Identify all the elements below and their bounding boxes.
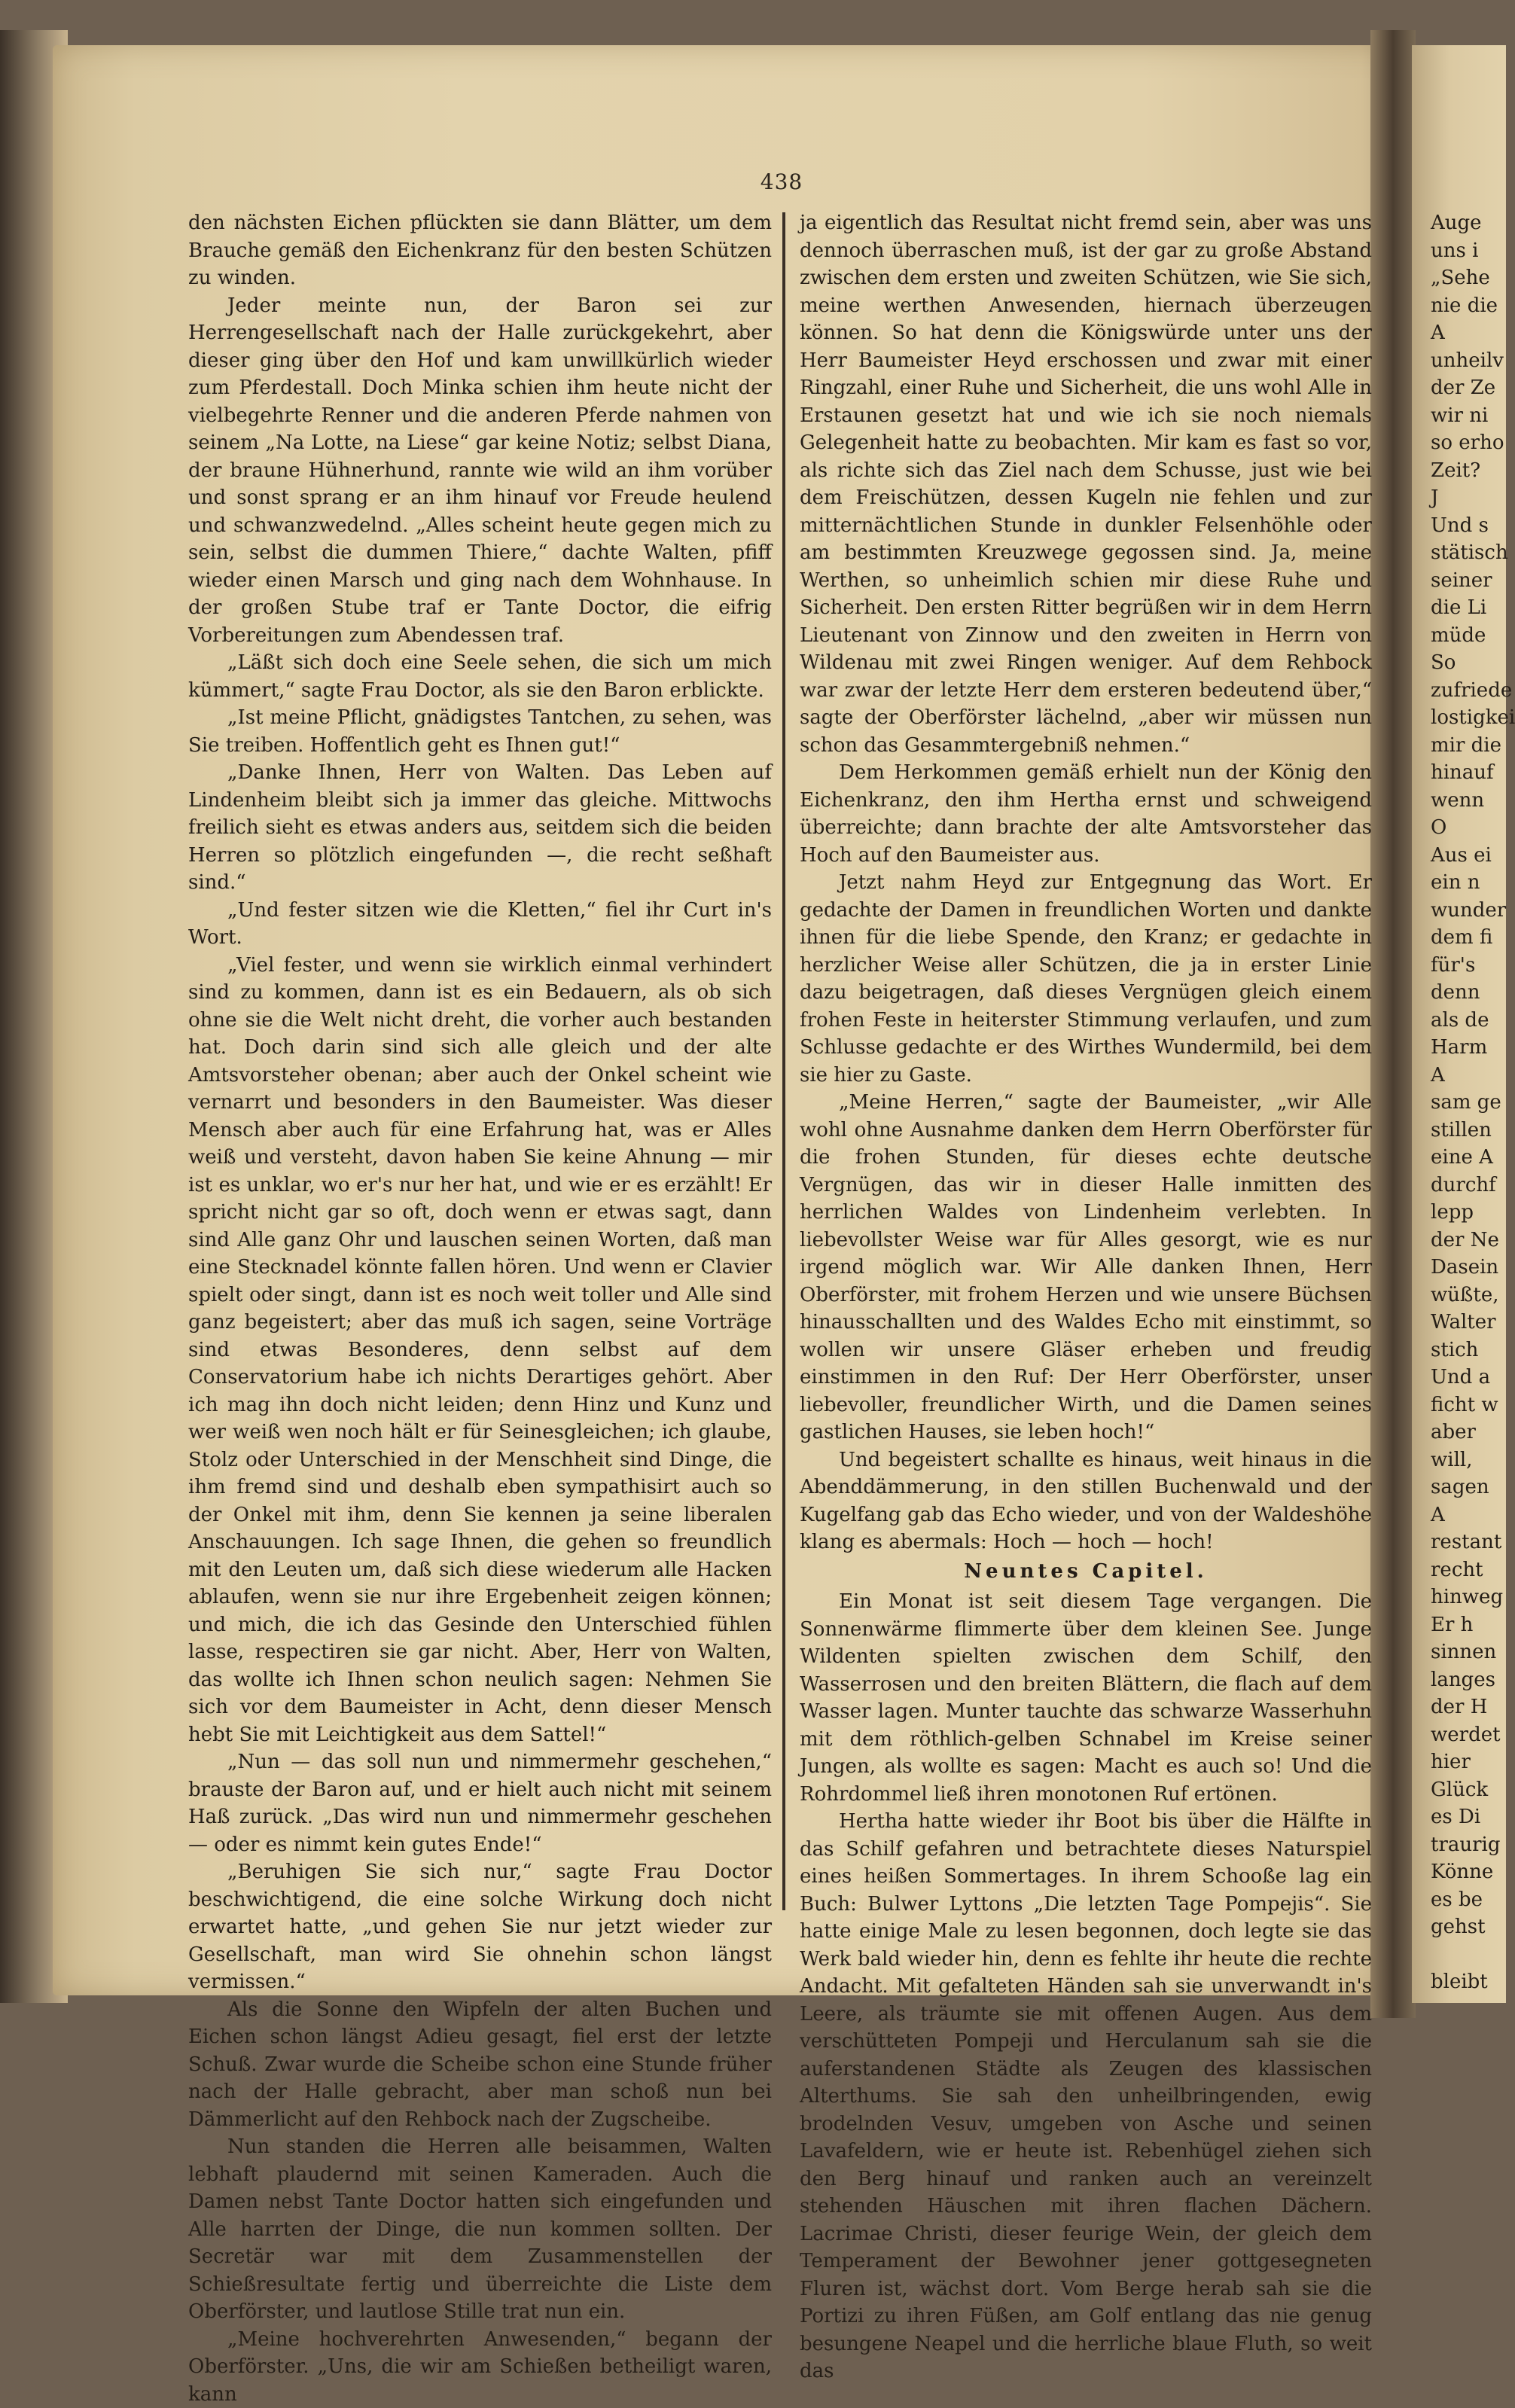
paragraph: „Viel fester, und wenn sie wirklich einmal verhindert sind zu kommen, dann ist es ein Bedauern, als ob sich ohne sie die Welt nicht dreht, die vorher auch bestanden hat. Doch darin sind sich alle gleich und der alte Amtsvorsteher obenan; aber auch der Onkel scheint wie vernarrt und besonders in den Baumeister. Was dieser Mensch aber auch für eine Erfahrung hat, was er Alles weiß und versteht, davon haben Sie keine Ahnung — mir ist es unklar, wo er's nur her hat, und wie er es erzählt! Er spricht nicht gar so oft, doch wenn er etwas sagt, dann sind Alle ganz Ohr und lauschen seinen Worten, daß man eine Stecknadel könnte fallen hören. Und wenn er Clavier spielt oder singt, dann ist es noch weit toller und Alle sind ganz begeistert; aber das muß ich sagen, seine Vorträge sind etwas Besonderes, denn selbst auf dem Conservatorium habe ich nichts Derartiges gehört. Aber ich mag ihn doch nicht leiden; denn Hinz und Kunz und wer weiß wen noch hält er für Seinesgleichen; ich glaube, Stolz oder Unterschied in der Menschheit sind Dinge, die ihm fremd sind und deshalb eben sympathisirt auch so der Onkel mit ihm, denn Sie kennen ja seine liberalen Anschauungen. Ich sage Ihnen, die gehen so freundlich mit den Leuten um, daß sich diese wiederum alle Hacken ablaufen, wenn sie nur ihre Ergebenheit zeigen können; und mich, die ich das Gesinde den Unterschied fühlen lasse, respectiren sie gar nicht. Aber, Herr von Walten, das wollte ich Ihnen schon neulich sagen: Nehmen Sie sich vor dem Baumeister in Acht, denn dieser Mensch hebt Sie mit Leichtigkeit aus dem Sattel!“ xyxy=(188,952,772,1749)
adjacent-page-fragment: hinweg xyxy=(1431,1583,1506,1611)
paragraph: Jeder meinte nun, der Baron sei zur Herrengesellschaft nach der Halle zurückgekehrt, aber dieser ging über den Hof und kam unwillkürlich wieder zum Pferdestall. Doch Minka schien ihm heute nicht der vielbegehrte Renner und die anderen Pferde nahmen von seinem „Na Lotte, na Liese“ gar keine Notiz; selbst Diana, der braune Hühnerhund, rannte wie wild an ihm vorüber und sonst sprang er an ihm hinauf vor Freude heulend und schwanzwedelnd. „Alles scheint heute gegen mich zu sein, selbst die dummen Thiere,“ dachte Walten, pfiff wieder einen Marsch und ging nach dem Wohnhause. In der großen Stube traf er Tante Doctor, die eifrig Vorbereitungen zum Abendessen traf. xyxy=(188,292,772,650)
adjacent-page-fragment: stillen xyxy=(1431,1117,1506,1145)
adjacent-page-fragment: nie die xyxy=(1431,292,1506,320)
adjacent-page-fragment: unheilv xyxy=(1431,347,1506,375)
adjacent-page-fragment: gehst xyxy=(1431,1913,1506,1941)
adjacent-page-fragment: Er h xyxy=(1431,1611,1506,1639)
adjacent-page-fragment: Und s xyxy=(1431,512,1506,540)
paragraph: „Ist meine Pflicht, gnädigstes Tantchen, zu sehen, was Sie treiben. Hoffentlich geht es Ihnen gut!“ xyxy=(188,704,772,759)
adjacent-page-fragment: lepp xyxy=(1431,1199,1506,1227)
adjacent-page-fragment: wunder xyxy=(1431,897,1506,925)
adjacent-page-fragment: „Sehe xyxy=(1431,264,1506,292)
column-divider xyxy=(782,212,785,1910)
adjacent-page-fragment: für's xyxy=(1431,952,1506,980)
adjacent-page-fragment: werdet xyxy=(1431,1721,1506,1749)
adjacent-page-fragment: müde xyxy=(1431,622,1506,650)
paragraph: „Nun — das soll nun und nimmermehr geschehen,“ brauste der Baron auf, und er hielt auch nicht mit seinem Haß zurück. „Das wird nun und nimmermehr geschehen — oder es nimmt kein gutes Ende!“ xyxy=(188,1748,772,1858)
adjacent-page-fragment: traurig xyxy=(1431,1831,1506,1859)
adjacent-page-fragment: restant xyxy=(1431,1529,1506,1556)
adjacent-page-fragment: O xyxy=(1431,814,1506,842)
adjacent-page-fragment: der H xyxy=(1431,1693,1506,1721)
adjacent-page-fragment: der Ne xyxy=(1431,1227,1506,1254)
adjacent-page-fragment: A xyxy=(1431,319,1506,347)
adjacent-page-fragment: hinauf xyxy=(1431,759,1506,787)
paragraph: „Meine hochverehrten Anwesenden,“ begann der Oberförster. „Uns, die wir am Schießen betheiligt waren, kann xyxy=(188,2326,772,2408)
adjacent-page-fragment: sam ge xyxy=(1431,1089,1506,1117)
adjacent-page-fragment: J xyxy=(1431,484,1506,512)
adjacent-page-fragment: A xyxy=(1431,1062,1506,1090)
adjacent-page-fragment: uns i xyxy=(1431,237,1506,265)
adjacent-page-fragment xyxy=(1431,1941,1506,1969)
adjacent-page-fragment: recht xyxy=(1431,1556,1506,1584)
adjacent-page-fragment: es be xyxy=(1431,1886,1506,1914)
adjacent-page-fragment: seiner xyxy=(1431,567,1506,595)
adjacent-page-fragment: durchf xyxy=(1431,1172,1506,1199)
paragraph: Und begeistert schallte es hinaus, weit hinaus in die Abenddämmerung, in den stillen Buchenwald und der Kugelfang gab das Echo wieder, und von der Waldeshöhe klang es abermals: Hoch — hoch — hoch! xyxy=(800,1446,1372,1556)
paragraph: „Meine Herren,“ sagte der Baumeister, „wir Alle wohl ohne Ausnahme danken dem Herrn Oberförster für die frohen Stunden, für dieses echte deutsche Vergnügen, das wir in dieser Halle inmitten des herrlichen Waldes von Lindenheim verlebten. In liebevollster Weise war für Alles gesorgt, wie es nur irgend möglich war. Wir Alle danken Ihnen, Herr Oberförster, mit frohem Herzen und wie unsere Büchsen hinausschallten und des Waldes Echo mit einstimmt, so wollen wir unsere Gläser erheben und freudig einstimmen in den Ruf: Der Herr Oberförster, unser liebevoller, freundlicher Wirth, und die Damen seines gastlichen Hauses, sie leben hoch!“ xyxy=(800,1089,1372,1446)
adjacent-page-fragment: hier xyxy=(1431,1748,1506,1776)
adjacent-page-fragment: ficht w xyxy=(1431,1391,1506,1419)
adjacent-page-fragment: bleibt xyxy=(1431,1968,1506,1996)
adjacent-page-fragment: Harm xyxy=(1431,1034,1506,1062)
adjacent-page-fragment: sagen xyxy=(1431,1474,1506,1501)
adjacent-page-fragments xyxy=(1431,209,1506,1996)
adjacent-page-fragment: wir ni xyxy=(1431,402,1506,430)
adjacent-page-fragment: Und a xyxy=(1431,1364,1506,1391)
adjacent-page-fragment: die Li xyxy=(1431,594,1506,622)
adjacent-page-fragment: langes xyxy=(1431,1666,1506,1694)
adjacent-page-fragment: wüßte, xyxy=(1431,1282,1506,1309)
adjacent-page-fragment: A xyxy=(1431,1501,1506,1529)
adjacent-page-fragment: lostigkei xyxy=(1431,704,1506,732)
adjacent-page-fragment: der Ze xyxy=(1431,374,1506,402)
adjacent-page-fragment: dem fi xyxy=(1431,924,1506,952)
adjacent-page-fragment: sinnen xyxy=(1431,1638,1506,1666)
adjacent-page-fragment: Dasein xyxy=(1431,1254,1506,1282)
paragraph: „Und fester sitzen wie die Kletten,“ fiel ihr Curt in's Wort. xyxy=(188,897,772,952)
adjacent-page-fragment: aber xyxy=(1431,1419,1506,1446)
adjacent-page-fragment: Aus ei xyxy=(1431,842,1506,870)
adjacent-page-fragment: Zeit? xyxy=(1431,457,1506,485)
paragraph: Ein Monat ist seit diesem Tage vergangen. Die Sonnenwärme flimmerte über dem kleinen See. Junge Wildenten spielten zwischen dem Schilf, den Wasserrosen und den breiten Blättern, die flach auf dem Wasser lagen. Munter tauchte das schwarze Wasserhuhn mit dem röthlich-gelben Schnabel im Kreise seiner Jungen, als wollte es sagen: Macht es auch so! Und die Rohrdommel ließ ihren monotonen Ruf ertönen. xyxy=(800,1588,1372,1808)
adjacent-page-fragment: So xyxy=(1431,649,1506,677)
adjacent-page-fragment: so erho xyxy=(1431,429,1506,457)
adjacent-page-fragment: stätisch xyxy=(1431,539,1506,567)
adjacent-page-fragment: Glück xyxy=(1431,1776,1506,1804)
adjacent-page-fragment: zufriede xyxy=(1431,677,1506,705)
paragraph: den nächsten Eichen pflückten sie dann Blätter, um dem Brauche gemäß den Eichenkranz für den besten Schützen zu winden. xyxy=(188,209,772,292)
chapter-heading: Neuntes Capitel. xyxy=(800,1558,1372,1586)
adjacent-page-fragment: mir die xyxy=(1431,732,1506,760)
page-number: 438 xyxy=(755,169,808,194)
adjacent-page-fragment: stich xyxy=(1431,1337,1506,1364)
adjacent-page-fragment: Könne xyxy=(1431,1858,1506,1886)
paragraph: Hertha hatte wieder ihr Boot bis über die Hälfte in das Schilf gefahren und betrachtete dieses Naturspiel eines heißen Sommertages. In ihrem Schooße lag ein Buch: Bulwer Lyttons „Die letzten Tage Pompejis“. Sie hatte einige Male zu lesen begonnen, doch legte sie das Werk bald wieder hin, denn es fehlte ihr heute die rechte Andacht. Mit gefalteten Händen sah sie unverwandt in's Leere, als träumte sie mit offenen Augen. Aus dem verschütteten Pompeji und Herculanum sah sie die auferstandenen Städte als Zeugen des klassischen Alterthums. Sie sah den unheilbringenden, ewig brodelnden Vesuv, umgeben von Asche und seinen Lavafeldern, wie er heute ist. Rebenhügel ziehen sich den Berg hinauf und ranken auch an vereinzelt stehenden Häuschen mit ihren flachen Dächern. Lacrimae Christi, dieser feurige Wein, der gleich dem Temperament der Bewohner jener gottgesegneten Fluren ist, wächst dort. Vom Berge herab sah sie die Portizi zu ihren Füßen, am Golf entlang das nie genug besungene Neapel und die herrliche blaue Fluth, so weit das xyxy=(800,1808,1372,2385)
adjacent-page-fragment: Auge xyxy=(1431,209,1506,237)
adjacent-page-fragment: eine A xyxy=(1431,1144,1506,1172)
paragraph: ja eigentlich das Resultat nicht fremd sein, aber was uns dennoch überraschen muß, ist der gar zu große Abstand zwischen dem ersten und zweiten Schützen, wie Sie sich, meine werthen Anwesenden, hiernach überzeugen können. So hat denn die Königswürde unter uns der Herr Baumeister Heyd erschossen und zwar mit einer Ringzahl, einer Ruhe und Sicherheit, die uns wohl Alle in Erstaunen gesetzt hat und wie ich sie noch niemals Gelegenheit hatte zu beobachten. Mir kam es fast so vor, als richte sich das Ziel nach dem Schusse, just wie bei dem Freischützen, dessen Kugeln nie fehlen und zur mitternächtlichen Stunde in dunkler Felsenhöhle oder am bestimmten Kreuzwege gegossen sind. Ja, meine Werthen, so unheimlich schien mir diese Ruhe und Sicherheit. Den ersten Ritter begrüßen wir in dem Herrn Lieutenant von Zinnow und den zweiten in Herrn von Wildenau mit zwei Ringen weniger. Auf dem Rehbock war zwar der letzte Herr dem ersteren bedeutend über,“ sagte der Oberförster lächelnd, „aber wir müssen nun schon das Gesammtergebniß nehmen.“ xyxy=(800,209,1372,759)
left-text-column xyxy=(188,209,772,2408)
adjacent-page-fragment: ein n xyxy=(1431,869,1506,897)
adjacent-page-fragment: wenn xyxy=(1431,787,1506,815)
paragraph: „Beruhigen Sie sich nur,“ sagte Frau Doctor beschwichtigend, die eine solche Wirkung doch nicht erwartet hatte, „und gehen Sie nur jetzt wieder zur Gesellschaft, man wird Sie ohnehin schon längst vermissen.“ xyxy=(188,1858,772,1996)
paragraph: „Läßt sich doch eine Seele sehen, die sich um mich kümmert,“ sagte Frau Doctor, als sie den Baron erblickte. xyxy=(188,649,772,704)
adjacent-page-fragment: denn xyxy=(1431,979,1506,1007)
paragraph: Nun standen die Herren alle beisammen, Walten lebhaft plaudernd mit seinen Kameraden. Auch die Damen nebst Tante Doctor hatten sich eingefunden und Alle harrten der Dinge, die nun kommen sollten. Der Secretär war mit dem Zusammenstellen der Schießresultate fertig und überreichte die Liste dem Oberförster, und lautlose Stille trat nun ein. xyxy=(188,2133,772,2326)
paragraph: „Danke Ihnen, Herr von Walten. Das Leben auf Lindenheim bleibt sich ja immer das gleiche. Mittwochs freilich sieht es etwas anders aus, seitdem sich die beiden Herren so plötzlich eingefunden —, die recht seßhaft sind.“ xyxy=(188,759,772,897)
book-gutter xyxy=(1370,30,1416,2018)
adjacent-page-fragment: will, xyxy=(1431,1446,1506,1474)
adjacent-page-fragment: als de xyxy=(1431,1007,1506,1035)
right-text-column xyxy=(800,209,1372,2385)
adjacent-page-fragment: es Di xyxy=(1431,1803,1506,1831)
paragraph: Jetzt nahm Heyd zur Entgegnung das Wort. Er gedachte der Damen in freundlichen Worten und dankte ihnen für die liebe Spende, den Kranz; er gedachte in herzlicher Weise aller Schützen, die ja in erster Linie dazu beigetragen, daß dieses Vergnügen gleich einem frohen Feste in heiterster Stimmung verlaufen, und zum Schlusse gedachte er des Wirthes Wundermild, bei dem sie hier zu Gaste. xyxy=(800,869,1372,1089)
adjacent-page-fragment: Walter xyxy=(1431,1309,1506,1337)
paragraph: Dem Herkommen gemäß erhielt nun der König den Eichenkranz, den ihm Hertha ernst und schweigend überreichte; dann brachte der alte Amtsvorsteher das Hoch auf den Baumeister aus. xyxy=(800,759,1372,869)
paragraph: Als die Sonne den Wipfeln der alten Buchen und Eichen schon längst Adieu gesagt, fiel erst der letzte Schuß. Zwar wurde die Scheibe schon eine Stunde früher nach der Halle gebracht, aber man schoß nun bei Dämmerlicht auf den Rehbock nach der Zugscheibe. xyxy=(188,1996,772,2134)
